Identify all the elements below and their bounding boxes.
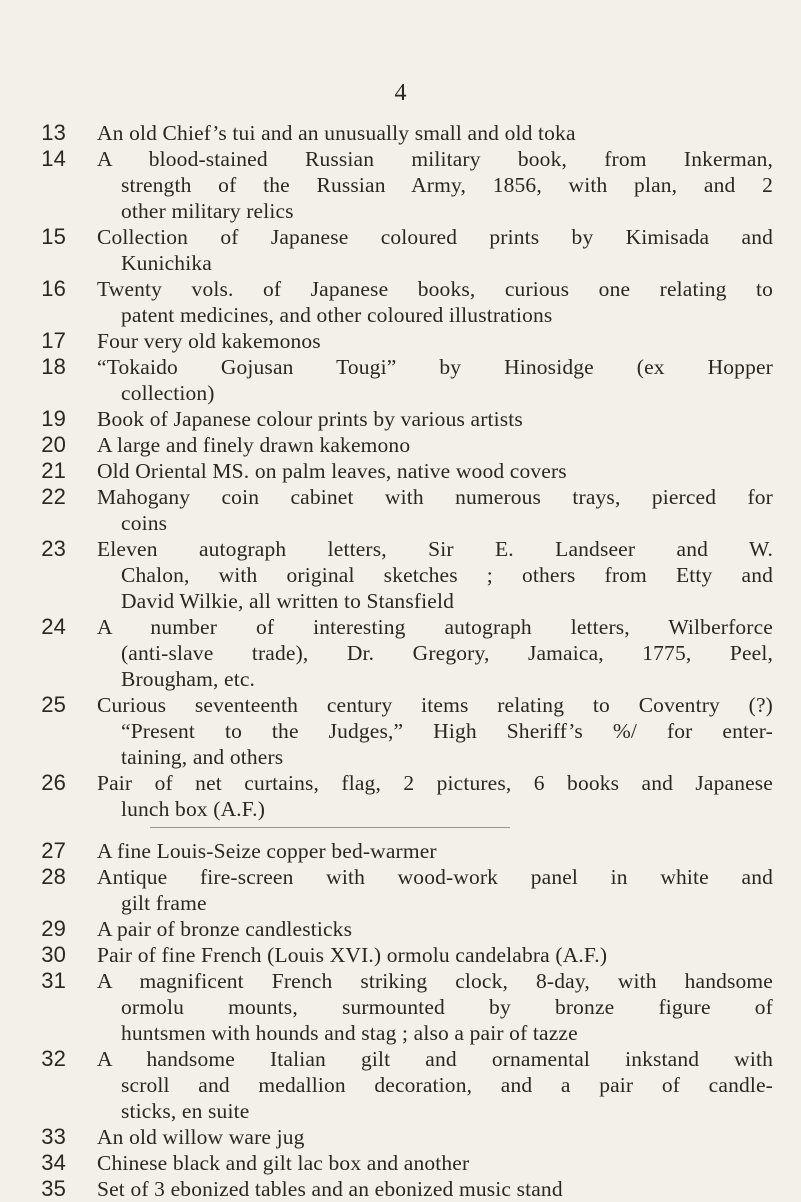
lot-description-line: coins xyxy=(121,511,168,535)
lot-description-line: David Wilkie, all written to Stansfield xyxy=(121,589,455,613)
lot-description-line: Pair of fine French (Louis XVI.) ormolu candelabra (A.F.) xyxy=(97,943,608,967)
lot-number: 32 xyxy=(41,1046,66,1071)
lot-list xyxy=(0,120,801,1202)
lot-item xyxy=(0,328,801,354)
lot-item xyxy=(0,1176,801,1202)
lot-description-line: A fine Louis-Seize copper bed-warmer xyxy=(97,839,437,863)
lot-description-line: A magnificent French striking clock, 8-day, with handsome xyxy=(97,969,773,993)
lot-description-line: scroll and medallion decoration, and a pair of candle- xyxy=(121,1073,773,1097)
lot-item xyxy=(0,864,801,916)
lot-number: 20 xyxy=(41,432,66,457)
lot-number: 18 xyxy=(41,354,66,379)
lot-description-line: Set of 3 ebonized tables and an ebonized music stand xyxy=(97,1177,563,1201)
lot-item xyxy=(0,458,801,484)
lot-description-line: A blood-stained Russian military book, from Inkerman, xyxy=(97,147,773,171)
lot-number: 30 xyxy=(41,942,66,967)
lot-item xyxy=(0,1046,801,1124)
lot-number: 26 xyxy=(41,770,66,795)
lot-description-line: Curious seventeenth century items relating to Coventry (?) xyxy=(97,693,773,717)
lot-description-line: patent medicines, and other coloured illustrations xyxy=(121,303,553,327)
lot-item xyxy=(0,432,801,458)
lot-item xyxy=(0,146,801,224)
lot-description-line: “Tokaido Gojusan Tougi” by Hinosidge (ex Hopper xyxy=(97,355,773,379)
lot-description-line: Antique fire-screen with wood-work panel in white and xyxy=(97,865,773,889)
lot-item xyxy=(0,1150,801,1176)
lot-item xyxy=(0,838,801,864)
lot-description-line: lunch box (A.F.) xyxy=(121,797,265,821)
lot-number: 23 xyxy=(41,536,66,561)
lot-item xyxy=(0,354,801,406)
lot-description-line: sticks, en suite xyxy=(121,1099,250,1123)
lot-description-line: Pair of net curtains, flag, 2 pictures, 6 books and Japanese xyxy=(97,771,773,795)
lot-description-line: Book of Japanese colour prints by various artists xyxy=(97,407,523,431)
lot-description-line: other military relics xyxy=(121,199,294,223)
lot-number: 31 xyxy=(41,968,66,993)
lot-item xyxy=(0,120,801,146)
lot-item xyxy=(0,692,801,770)
lot-description-line: Brougham, etc. xyxy=(121,667,256,691)
lot-item xyxy=(0,942,801,968)
lot-description-line: A number of interesting autograph letters, Wilberforce xyxy=(97,615,773,639)
lot-description-line: “Present to the Judges,” High Sheriff’s %/ for enter- xyxy=(121,719,773,743)
lot-description-line: huntsmen with hounds and stag ; also a pair of tazze xyxy=(121,1021,578,1045)
lot-number: 16 xyxy=(41,276,66,301)
lot-description-line: ormolu mounts, surmounted by bronze figure of xyxy=(121,995,773,1019)
lot-description-line: (anti-slave trade), Dr. Gregory, Jamaica, 1775, Peel, xyxy=(121,641,773,665)
lot-number: 27 xyxy=(41,838,66,863)
lot-description-line: Eleven autograph letters, Sir E. Landseer and W. xyxy=(97,537,773,561)
lot-number: 28 xyxy=(41,864,66,889)
lot-description-line: Twenty vols. of Japanese books, curious one relating to xyxy=(97,277,773,301)
lot-item xyxy=(0,968,801,1046)
lot-number: 33 xyxy=(41,1124,66,1149)
lot-description-line: Four very old kakemonos xyxy=(97,329,321,353)
lot-number: 17 xyxy=(41,328,66,353)
page-number: 4 xyxy=(394,80,407,106)
lot-description-line: taining, and others xyxy=(121,745,284,769)
lot-description-line: Collection of Japanese coloured prints by Kimisada and xyxy=(97,225,773,249)
lot-description-line: An old Chief’s tui and an unusually small and old toka xyxy=(97,121,576,145)
section-divider xyxy=(0,822,801,838)
lot-item xyxy=(0,406,801,432)
lot-item xyxy=(0,614,801,692)
lot-item xyxy=(0,484,801,536)
lot-item xyxy=(0,224,801,276)
lot-number: 14 xyxy=(41,146,66,171)
lot-item xyxy=(0,276,801,328)
divider-rule xyxy=(150,827,510,828)
lot-description-line: A large and finely drawn kakemono xyxy=(97,433,411,457)
lot-item xyxy=(0,536,801,614)
lot-description-line: Chalon, with original sketches ; others from Etty and xyxy=(121,563,773,587)
lot-description-line: collection) xyxy=(121,381,215,405)
lot-number: 24 xyxy=(41,614,66,639)
lot-number: 15 xyxy=(41,224,66,249)
lot-number: 19 xyxy=(41,406,66,431)
lot-number: 25 xyxy=(41,692,66,717)
lot-number: 34 xyxy=(41,1150,66,1175)
lot-description-line: A handsome Italian gilt and ornamental inkstand with xyxy=(97,1047,773,1071)
lot-item xyxy=(0,770,801,822)
lot-number: 22 xyxy=(41,484,66,509)
lot-number: 35 xyxy=(41,1176,66,1201)
lot-description-line: gilt frame xyxy=(121,891,207,915)
lot-description-line: Chinese black and gilt lac box and another xyxy=(97,1151,470,1175)
lot-item xyxy=(0,1124,801,1150)
lot-number: 13 xyxy=(41,120,66,145)
lot-description-line: A pair of bronze candlesticks xyxy=(97,917,353,941)
lot-number: 29 xyxy=(41,916,66,941)
lot-description-line: Kunichika xyxy=(121,251,212,275)
lot-number: 21 xyxy=(41,458,66,483)
lot-description-line: Mahogany coin cabinet with numerous trays, pierced for xyxy=(97,485,773,509)
lot-item xyxy=(0,916,801,942)
lot-description-line: Old Oriental MS. on palm leaves, native wood covers xyxy=(97,459,567,483)
lot-description-line: An old willow ware jug xyxy=(97,1125,305,1149)
lot-description-line: strength of the Russian Army, 1856, with plan, and 2 xyxy=(121,173,773,197)
